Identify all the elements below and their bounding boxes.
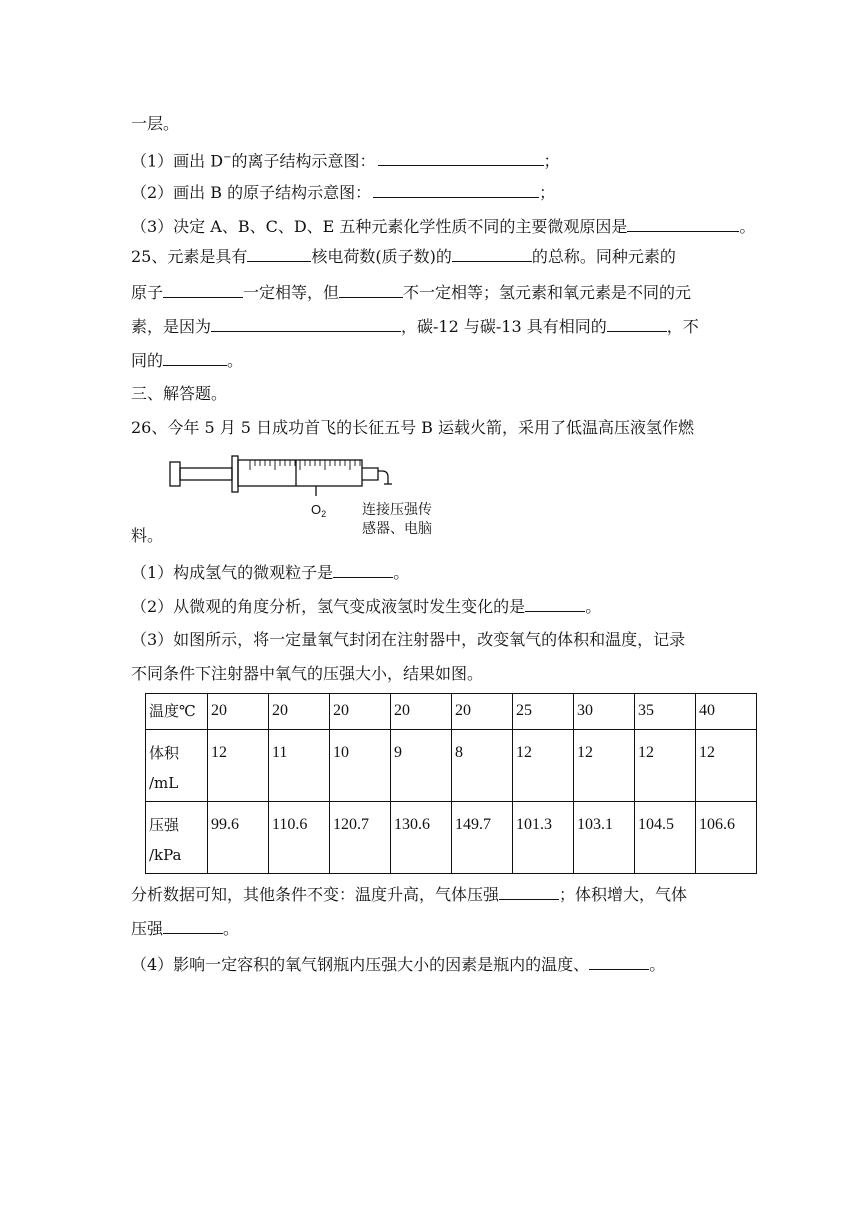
pressure-data-table xyxy=(145,693,757,874)
answer-blank[interactable] xyxy=(378,150,544,166)
gas-label: $O_2$ xyxy=(311,502,327,519)
table-cell: 106.6 xyxy=(696,802,757,874)
caption-line-1: 连接压强传 xyxy=(362,502,432,518)
plunger-rod xyxy=(180,468,232,480)
text-line: 料。 xyxy=(131,526,164,545)
analysis-line-1: 分析数据可知，其他条件不变：温度升高，气体压强 ；体积增大，气体 xyxy=(131,885,688,904)
section-heading: 三、解答题。 xyxy=(131,384,228,403)
table-cell: 103.1 xyxy=(574,802,635,874)
answer-blank[interactable] xyxy=(589,954,649,970)
plunger-handle xyxy=(170,462,180,486)
question-26-part-2: （2）从微观的角度分析，氢气变成液氢时发生变化的是 。 xyxy=(131,597,602,616)
table-cell: 110.6 xyxy=(269,802,330,874)
syringe-tip xyxy=(362,468,378,480)
answer-blank[interactable] xyxy=(163,918,223,934)
table-cell: 25 xyxy=(513,694,574,730)
question-24-part-1: （1）画出 D−的离子结构示意图： ； xyxy=(131,151,560,171)
row-header: 体积 /mL xyxy=(146,730,208,802)
table-cell: 104.5 xyxy=(635,802,696,874)
question-26-intro: 26、今年 5 月 5 日成功首飞的长征五号 B 运载火箭，采用了低温高压液氢作燃 xyxy=(131,418,694,437)
table-cell: 20 xyxy=(391,694,452,730)
question-26-part-3-cont: 不同条件下注射器中氧气的压强大小，结果如图。 xyxy=(131,664,484,683)
table-cell: 12 xyxy=(513,730,574,802)
table-cell: 149.7 xyxy=(452,802,513,874)
table-cell: 120.7 xyxy=(330,802,391,874)
question-24-part-3: （3）决定 A、B、C、D、E 五种元素化学性质不同的主要微观原因是 。 xyxy=(131,217,756,236)
table-cell: 8 xyxy=(452,730,513,802)
answer-blank[interactable] xyxy=(452,246,532,262)
table-cell: 12 xyxy=(574,730,635,802)
answer-blank[interactable] xyxy=(525,596,585,612)
table-cell: 10 xyxy=(330,730,391,802)
answer-blank[interactable] xyxy=(339,282,403,298)
answer-blank[interactable] xyxy=(211,316,401,332)
question-25-line-3: 素，是因为 ，碳-12 与碳-13 具有相同的 ，不 xyxy=(131,317,699,336)
question-26-part-3: （3）如图所示，将一定量氧气封闭在注射器中，改变氧气的体积和温度，记录 xyxy=(131,630,686,649)
table-cell: 12 xyxy=(208,730,269,802)
syringe-diagram xyxy=(166,454,466,540)
table-row xyxy=(146,694,757,730)
answer-blank[interactable] xyxy=(333,562,393,578)
table-cell: 30 xyxy=(574,694,635,730)
question-26-part-1: （1）构成氢气的微观粒子是 。 xyxy=(131,563,410,582)
table-cell: 11 xyxy=(269,730,330,802)
table-cell: 20 xyxy=(208,694,269,730)
table-cell: 12 xyxy=(696,730,757,802)
caption-line-2: 感器、电脑 xyxy=(362,521,432,537)
barrel-flange xyxy=(232,456,238,492)
table-cell: 20 xyxy=(330,694,391,730)
table-cell: 130.6 xyxy=(391,802,452,874)
table-cell: 101.3 xyxy=(513,802,574,874)
table-cell: 9 xyxy=(391,730,452,802)
question-25-line-2: 原子 一定相等，但 不一定相等；氢元素和氧元素是不同的元 xyxy=(131,283,692,302)
table-cell: 40 xyxy=(696,694,757,730)
question-25-line-4: 同的 。 xyxy=(131,351,244,370)
table-cell: 20 xyxy=(452,694,513,730)
answer-blank[interactable] xyxy=(627,216,739,232)
table-cell: 20 xyxy=(269,694,330,730)
answer-blank[interactable] xyxy=(163,350,227,366)
answer-blank[interactable] xyxy=(247,246,311,262)
table-cell: 12 xyxy=(635,730,696,802)
row-header: 温度℃ xyxy=(146,694,208,730)
scale-ticks xyxy=(250,460,360,470)
connection-tube xyxy=(378,471,388,484)
table-cell: 99.6 xyxy=(208,802,269,874)
text-line: 一层。 xyxy=(131,114,180,133)
table-row xyxy=(146,802,757,874)
table-cell: 35 xyxy=(635,694,696,730)
question-25-line-1: 25、元素是具有 核电荷数(质子数)的 的总称。同种元素的 xyxy=(131,247,676,266)
table-row xyxy=(146,730,757,802)
answer-blank[interactable] xyxy=(373,182,539,198)
row-header: 压强 /kPa xyxy=(146,802,208,874)
question-24-part-2: （2）画出 B 的原子结构示意图： ； xyxy=(131,183,556,202)
question-26-part-4: （4）影响一定容积的氧气钢瓶内压强大小的因素是瓶内的温度、 。 xyxy=(131,955,666,974)
analysis-line-2: 压强 。 xyxy=(131,919,240,938)
answer-blank[interactable] xyxy=(163,282,243,298)
answer-blank[interactable] xyxy=(499,884,559,900)
answer-blank[interactable] xyxy=(607,316,667,332)
